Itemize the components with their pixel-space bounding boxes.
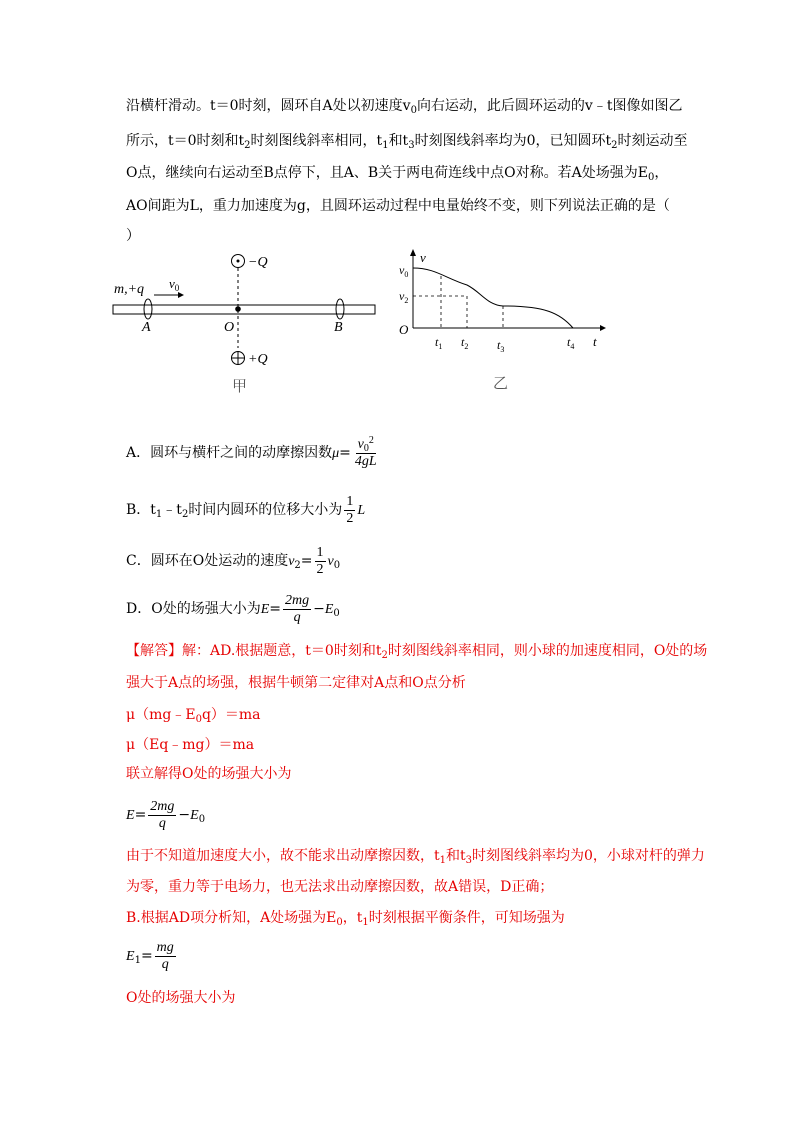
- point-a-label: A: [142, 320, 151, 335]
- charge-dot: [237, 260, 240, 263]
- solution-fraction-e: $\frac{2mg}{q}$: [150, 798, 175, 831]
- bottom-charge-label: +Q: [248, 352, 268, 367]
- point-b-label: B: [334, 320, 343, 335]
- solution-formula-e: E= $\frac{2mg}{q}$ $-E_0$: [126, 798, 206, 831]
- solution-eq-2: μ（Eq﹣mg）＝ma: [126, 737, 255, 753]
- ring-b-icon: [336, 299, 344, 319]
- option-c-fraction: $\frac{1}{2}$: [316, 544, 324, 577]
- solution-line-5: 为零，重力等于电场力，也无法求出动摩擦因数，故A错误，D正确；: [126, 879, 554, 895]
- problem-line-5: ）: [126, 228, 140, 244]
- origin-label: O: [399, 322, 409, 337]
- ring-a-icon: [144, 299, 152, 319]
- t2-label: $t_2$: [461, 335, 469, 351]
- solution-line-6: B.根据AD项分析知，A处场强为$E_0$，$t_1$时刻根据平衡条件，可知场强为: [126, 910, 565, 928]
- problem-line-2: 所示，t＝0时刻和$t_2$时刻图线斜率相同，$t_1$和$t_3$时刻图线斜率均为0，已知圆环$t_2$时刻运动至: [126, 133, 688, 151]
- figure-jia: [110, 248, 380, 398]
- t-axis-arrow-icon: [600, 325, 606, 331]
- solution-tag: 【解答】: [126, 643, 182, 659]
- solution-line-7: O处的场强大小为: [126, 990, 236, 1006]
- option-d: D．O处的场强大小为E= $\frac{2mg}{q}$ $-E_0$: [126, 592, 340, 625]
- option-b-fraction: $\frac{1}{2}$: [346, 493, 354, 526]
- point-o-dot: [235, 306, 241, 312]
- solution-line-3: 联立解得O处的场强大小为: [126, 766, 292, 782]
- problem-line-3: O点，继续向右运动至B点停下，且A、B关于两电荷连线中点O对称。若A处场强为$E_0$，: [126, 165, 669, 183]
- top-charge-label: −Q: [248, 255, 268, 270]
- solution-eq-1: $\mu(mg﹣E_0q)=ma$: [126, 707, 261, 725]
- solution-formula-e1: $E_1=$ $\frac{mg}{q}$: [126, 939, 174, 972]
- t4-label: $t_4$: [567, 335, 575, 351]
- v2-label: $v_2$: [399, 289, 409, 305]
- ring-mass-charge-label: m,+q: [114, 282, 145, 297]
- t1-label: $t_1$: [435, 335, 443, 351]
- t-axis-label: t: [593, 334, 597, 349]
- solution-line-1: 【解答】解：AD.根据题意，t＝0时刻和$t_2$时刻图线斜率相同，则小球的加速度相同，O处的场: [126, 643, 708, 661]
- v-axis-arrow-icon: [410, 249, 416, 256]
- solution-fraction-e1: $\frac{mg}{q}$: [156, 939, 174, 972]
- t3-label: $t_3$: [497, 338, 505, 354]
- problem-line-4: AO间距为L，重力加速度为g，且圆环运动过程中电量始终不变，则下列说法正确的是（: [126, 198, 670, 214]
- solution-line-2: 强大于A点的场强，根据牛顿第二定律对A点和O点分析: [126, 675, 466, 691]
- figure-jia-caption: 甲: [232, 379, 248, 395]
- v-axis-label: v: [420, 250, 426, 265]
- velocity-time-curve: [413, 268, 573, 328]
- option-a-fraction: $\frac{v_0^2}{4gL}$: [354, 434, 377, 469]
- point-o-label: O: [224, 320, 235, 335]
- figure-yi-caption: 乙: [493, 376, 509, 392]
- solution-line-4: 由于不知道加速度大小，故不能求出动摩擦因数，$t_1$和$t_3$时刻图线斜率均为0，小球对杆的弹力: [126, 848, 705, 866]
- option-a: A．圆环与横杆之间的动摩擦因数μ= $\frac{v_0^2}{4gL}$: [126, 434, 377, 469]
- problem-line-1: 沿横杆滑动。t＝0时刻，圆环自A处以初速度$v_0$向右运动，此后圆环运动的v﹣t图像如图乙: [126, 98, 683, 116]
- option-c: C．圆环在O处运动的速度$v_2=$ $\frac{1}{2}$ $v_0$: [126, 544, 341, 577]
- v0-label: $v_0$: [399, 263, 409, 279]
- velocity-label: $v_0$: [169, 276, 180, 293]
- option-d-fraction: $\frac{2mg}{q}$: [285, 592, 310, 625]
- figure-yi: [395, 248, 610, 398]
- option-b: B．$t_1﹣t_2$时间内圆环的位移大小为 $\frac{1}{2}$ L: [126, 493, 366, 526]
